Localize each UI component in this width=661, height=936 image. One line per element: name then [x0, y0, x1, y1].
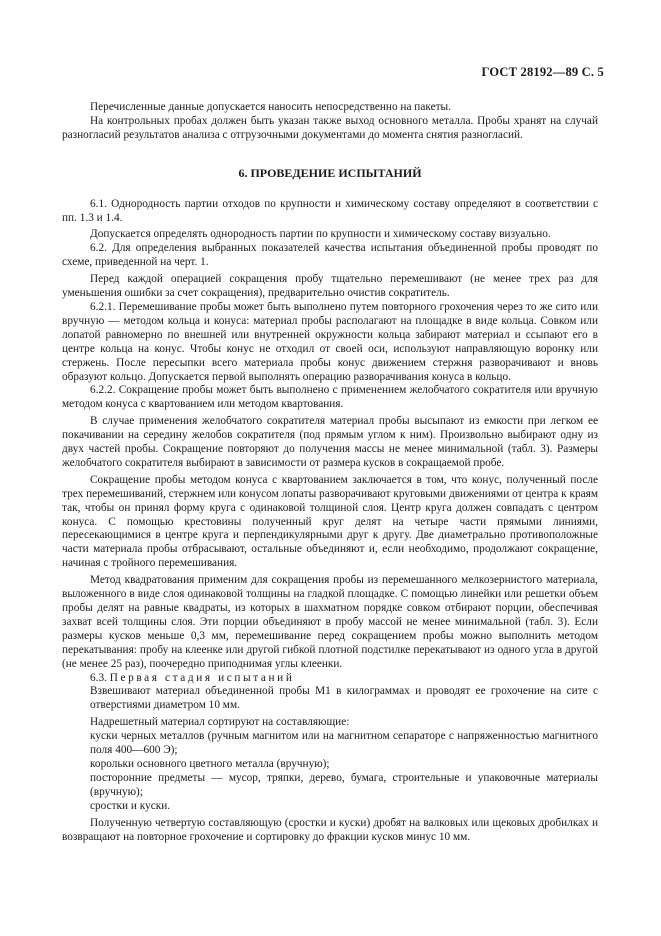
list-item: сростки и куски.: [90, 799, 171, 812]
document-body: [62, 101, 598, 844]
paragraph: На контрольных пробах должен быть указан также выход основного металла. Пробы хранят на случай разногласий результатов анализа с отгрузочными документами до момента снятия разногласий.: [62, 114, 598, 141]
paragraph: 6.1. Однородность партии отходов по крупности и химическому составу определяют в соответствии с пп. 1.3 и 1.4.: [62, 197, 598, 224]
paragraph: Сокращение пробы методом конуса с квартованием заключается в том, что конус, полученный после трех перемешиваний, стержнем или конусом лопаты разворачивают круговыми движениями от центра к краям так, чтобы он принял форму круга с одинаковой толщиной слоя. Центр круга должен совпадать с центром конуса. С помощью крестовины полученный круг делят на четыре части прямыми линиями, пересекающимися в центре круга и перпендикулярными друг к другу. Две диаметрально противоположные части материала пробы отбрасывают, остальные объединяют и, если необходимо, продолжают сокращение, начиная с тройного перемешивания.: [62, 473, 598, 570]
paragraph: Перед каждой операцией сокращения пробу тщательно перемешивают (не менее трех раз для уменьшения ошибки за счет сокращения), предварительно очистив сократитель.: [62, 273, 598, 300]
paragraph: Полученную четвертую составляющую (сростки и куски) дробят на валковых или щековых дробилках и возвращают на повторное грохочение и сортировку до фракции кусков минус 10 мм.: [62, 816, 598, 843]
page-header: ГОСТ 28192—89 С. 5: [481, 65, 604, 79]
section-title: 6. ПРОВЕДЕНИЕ ИСПЫТАНИЙ: [238, 165, 422, 180]
list-item: посторонние предметы — мусор, тряпки, дерево, бумага, строительные и упаковочные материалы (вручную);: [90, 771, 598, 798]
list-item: корольки основного цветного металла (вручную);: [90, 757, 330, 770]
paragraph: Допускается определять однородность партии по крупности и химическому составу визуально.: [90, 228, 551, 241]
subsection-number: 6.3.: [90, 671, 107, 684]
paragraph: Перечисленные данные допускается наносить непосредственно на пакеты.: [90, 101, 451, 113]
paragraph: В случае применения желобчатого сократителя материал пробы высыпают из емкости при легком ее покачивании на середину желобов сократителя (под прямым углом к ним). Произвольно выбирают одну из двух частей пробы. Сокращение повторяют до получения массы не менее минимальной (табл. 3). Размеры желобчатого сократителя выбирают в зависимости от размера кусков в сокращаемой пробе.: [62, 415, 598, 469]
paragraph: Метод квадратования применим для сокращения пробы из перемешанного мелкозернистого материала, выложенного в виде слоя одинаковой толщины на гладкой площадке. С помощью линейки или решетки объем пробы делят на равные квадраты, из которых в шахматном порядке совком отбирают порции, обеспечивая захват всей толщины слоя. Эти порции объединяют в пробу массой не менее минимальной (табл. 3). Если размеры кусков меньше 0,3 мм, перемешивание перед сокращением пробы можно выполнить методом перекатывания: пробу на клеенке или другой гибкой плотной подстилке перекатывают из одного угла в другой (не менее 25 раз), поочередно приподнимая углы клеенки.: [62, 574, 598, 670]
paragraph: 6.2.2. Сокращение пробы может быть выполнено с применением желобчатого сократителя или вручную методом конуса с квартованием или методом квартования.: [62, 384, 598, 411]
subsection-title: Первая стадия испытаний: [109, 671, 295, 684]
paragraph: Надрешетный материал сортируют на составляющие:: [90, 716, 350, 729]
paragraph: Взвешивают материал объединенной пробы М1 в килограммах и проводят ее грохочение на сите с отверстиями диаметром 10 мм.: [90, 685, 598, 712]
list-item: куски черных металлов (ручным магнитом или на магнитном сепараторе с напряженностью магнитного поля 400—600 Э);: [90, 730, 598, 757]
paragraph: 6.2.1. Перемешивание пробы может быть выполнено путем повторного грохочения через то же сито или вручную — методом кольца и конуса: материал пробы располагают на площадке в виде кольца. Совком или лопатой равномерно по внешней или внутренней окружности кольца забирают материал и ссыпают его в центре кольца на конус. Чтобы конус не отходил от своей оси, используют направляющую воронку или стержень. После пересыпки всего материала пробы конус движением стержня разворачивают и вновь образуют кольцо. Допускается первой выполнять операцию разворачивания конуса в кольцо.: [62, 300, 598, 383]
subsection-heading: [62, 672, 598, 686]
paragraph: 6.2. Для определения выбранных показателей качества испытания объединенной пробы проводят по схеме, приведенной на черт. 1.: [62, 242, 598, 269]
